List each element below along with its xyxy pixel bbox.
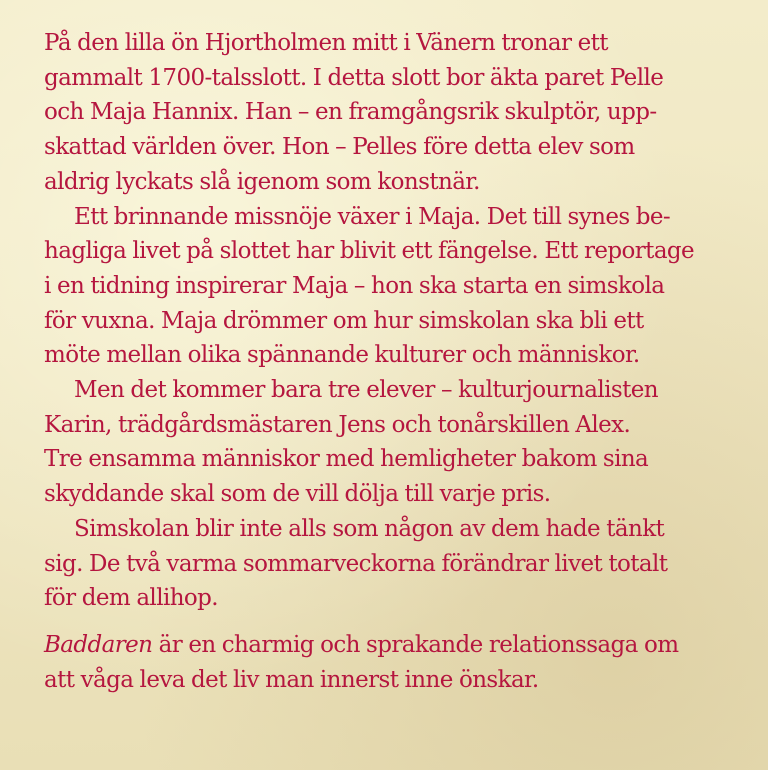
text-line: På den lilla ön Hjortholmen mitt i Vänern tronar ett xyxy=(44,30,608,56)
text-line: Simskolan blir inte alls som någon av dem hade tänkt xyxy=(74,515,665,542)
text-line: gammalt 1700-talsslott. I detta slott bor äkta paret Pelle xyxy=(44,64,664,91)
text-line: Men det kommer bara tre elever – kulturjournalisten xyxy=(74,377,658,404)
text-line: i en tidning inspirerar Maja – hon ska starta en simskola xyxy=(44,272,665,299)
closing-paragraph xyxy=(44,628,744,697)
paragraph-1 xyxy=(44,26,744,200)
text-line: sig. De två varma sommarveckorna förändrar livet totalt xyxy=(44,550,668,577)
paragraph-3 xyxy=(44,373,744,512)
text-line: skattad världen över. Hon – Pelles före detta elev som xyxy=(44,134,635,161)
text-line: för dem allihop. xyxy=(44,585,218,612)
text-line: att våga leva det liv man innerst inne önskar. xyxy=(44,666,539,693)
text-line: Tre ensamma människor med hemligheter bakom sina xyxy=(44,446,649,473)
paragraph-2 xyxy=(44,200,744,374)
text-line: hagliga livet på slottet har blivit ett fängelse. Ett reportage xyxy=(44,238,695,265)
blurb-text xyxy=(44,26,744,697)
text-line: och Maja Hannix. Han – en framgångsrik skulptör, upp- xyxy=(44,99,657,126)
text-line: Ett brinnande missnöje växer i Maja. Det till synes be- xyxy=(74,203,671,230)
text-line: skyddande skal som de vill dölja till varje pris. xyxy=(44,481,551,508)
text-line: aldrig lyckats slå igenom som konstnär. xyxy=(44,168,480,195)
text-line: för vuxna. Maja drömmer om hur simskolan ska bli ett xyxy=(44,307,644,334)
closing-line-1-rest: är en charmig och sprakande relationssaga om xyxy=(152,631,679,658)
book-title: Baddaren xyxy=(44,631,153,658)
text-line: Karin, trädgårdsmästaren Jens och tonårskillen Alex. xyxy=(44,411,631,438)
text-line: möte mellan olika spännande kulturer och människor. xyxy=(44,342,640,369)
text-line xyxy=(44,628,744,663)
paragraph-4 xyxy=(44,512,744,616)
